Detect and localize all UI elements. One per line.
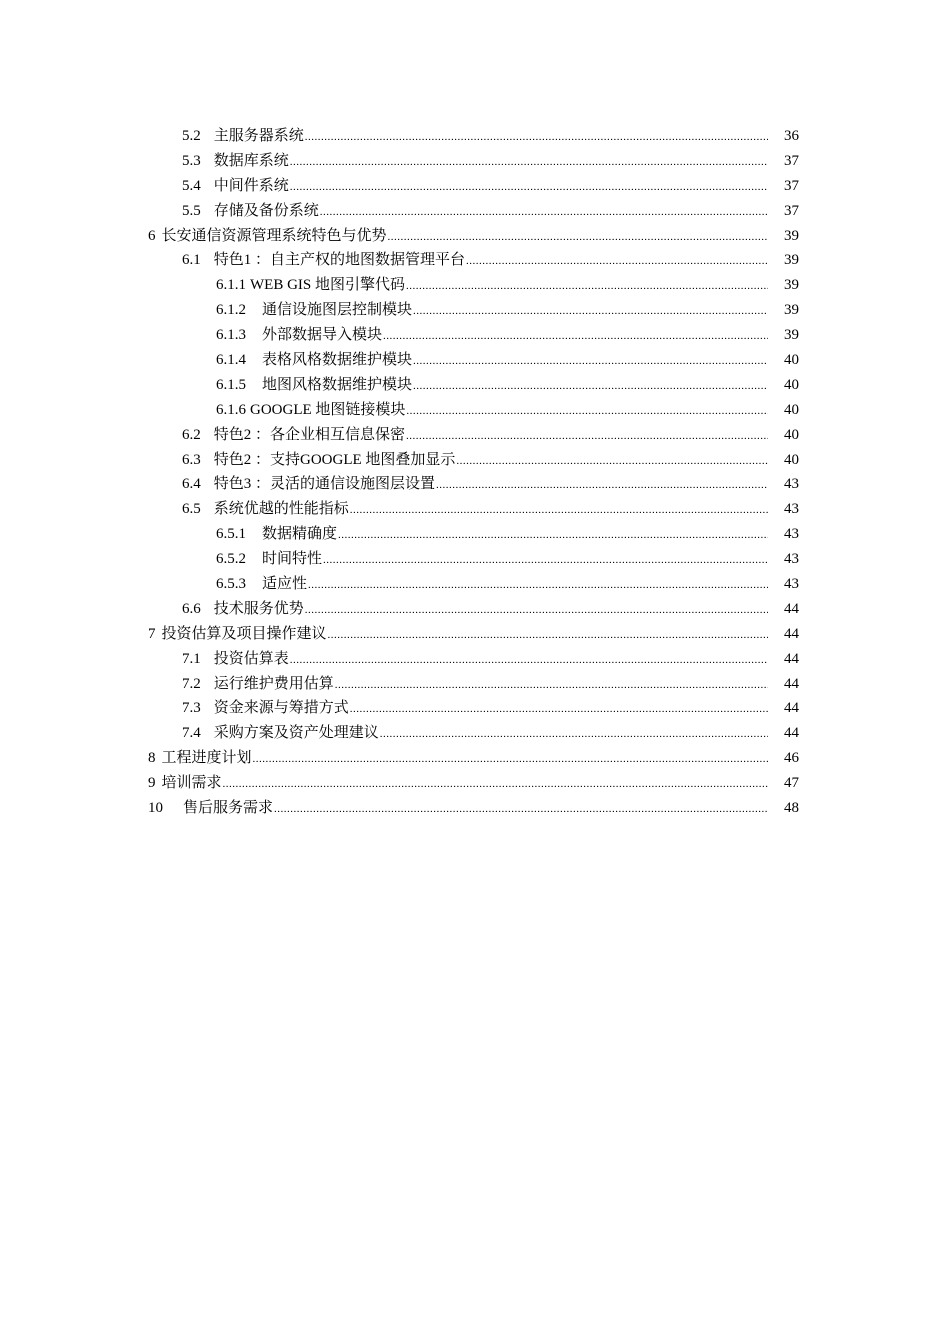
toc-entry-title: 主服务器系统 <box>213 128 304 144</box>
toc-entry-text <box>148 796 768 822</box>
toc-entry-page-number: 43 <box>784 551 799 568</box>
toc-entry[interactable] <box>0 572 950 597</box>
dot-leader <box>290 175 768 200</box>
dot-leader <box>323 548 768 573</box>
toc-entry-title: 外部数据导入模块 <box>262 327 383 344</box>
toc-entry-page-number: 44 <box>784 600 799 617</box>
toc-entry[interactable] <box>0 323 950 348</box>
toc-entry-title: 地图风格数据维护模块 <box>262 376 413 393</box>
toc-entry-page-number: 39 <box>784 277 799 294</box>
toc-entry-text <box>182 199 768 225</box>
toc-entry-title: 存储及备份系统 <box>213 202 319 219</box>
toc-entry-page-number: 48 <box>784 800 799 817</box>
toc-entry-text <box>182 423 768 449</box>
toc-entry-text <box>182 448 768 474</box>
toc-entry-text <box>216 323 768 349</box>
dot-leader <box>406 424 768 449</box>
dot-leader <box>328 623 768 648</box>
dot-leader <box>466 249 768 274</box>
dot-leader <box>350 498 768 523</box>
dot-leader <box>335 673 768 698</box>
toc-entry-number: 6.1 <box>182 252 201 269</box>
toc-entry-number: 7.3 <box>182 700 201 717</box>
toc-entry[interactable] <box>0 199 950 224</box>
dot-leader <box>290 648 768 673</box>
toc-entry-page-number: 43 <box>784 501 799 518</box>
toc-entry-number: 8 <box>148 750 156 767</box>
toc-entry-text <box>182 149 768 175</box>
toc-entry-number: 9 <box>148 775 156 792</box>
toc-entry-page-number: 44 <box>784 625 799 642</box>
toc-entry-text <box>216 273 768 299</box>
toc-entry[interactable] <box>0 348 950 373</box>
toc-entry-page-number: 40 <box>784 376 799 393</box>
toc-entry-text <box>182 696 768 722</box>
dot-leader <box>406 399 768 424</box>
toc-entry-title: 投资估算表 <box>213 650 289 667</box>
dot-leader <box>338 523 768 548</box>
toc-entry-number: 7 <box>148 625 156 642</box>
toc-entry-number: 6.5 <box>182 501 201 518</box>
toc-entry[interactable] <box>0 472 950 497</box>
toc-entry-page-number: 37 <box>784 202 799 219</box>
toc-entry[interactable] <box>0 647 950 672</box>
toc-entry-text <box>216 572 768 598</box>
toc-entry-title: 特色2 ：支持GOOGLE 地图叠加显示 <box>213 451 456 468</box>
toc-entry-title: 时间特性 <box>262 551 323 568</box>
toc-entry-page-number: 47 <box>784 775 799 792</box>
toc-entry-number: 6.5.1 <box>216 526 246 543</box>
toc-entry[interactable] <box>0 696 950 721</box>
toc-entry-number: 5.2 <box>182 128 201 144</box>
toc-entry-text <box>182 174 768 200</box>
toc-entry-page-number: 43 <box>784 476 799 493</box>
toc-entry-title: GOOGLE 地图链接模块 <box>250 401 406 418</box>
toc-entry-page-number: 43 <box>784 576 799 593</box>
toc-entry[interactable] <box>0 597 950 622</box>
toc-entry-page-number: 44 <box>784 725 799 742</box>
toc-entry-number: 5.5 <box>182 202 201 219</box>
toc-entry-title: 系统优越的性能指标 <box>213 501 349 518</box>
toc-entry-number: 6.1.6 <box>216 401 246 418</box>
toc-entry-title: 适应性 <box>262 576 308 593</box>
toc-entry[interactable] <box>0 248 950 273</box>
toc-entry-text <box>148 224 768 250</box>
toc-entry-text <box>182 124 768 150</box>
dot-leader <box>253 747 768 772</box>
toc-entry-page-number: 37 <box>784 177 799 194</box>
toc-entry-title: 数据精确度 <box>262 526 338 543</box>
toc-entry-text <box>216 348 768 374</box>
toc-entry-text <box>182 497 768 523</box>
toc-entry[interactable] <box>0 547 950 572</box>
toc-entry-page-number: 40 <box>784 352 799 369</box>
toc-entry-number: 6.6 <box>182 600 201 617</box>
toc-entry-title: 技术服务优势 <box>213 600 304 617</box>
toc-entry-title: 中间件系统 <box>213 177 289 194</box>
toc-entry-page-number: 39 <box>784 327 799 344</box>
toc-entry-title: 特色1 ：自主产权的地图数据管理平台 <box>213 252 466 269</box>
toc-entry-page-number: 44 <box>784 675 799 692</box>
toc-entry[interactable] <box>0 298 950 323</box>
toc-entry-number: 7.1 <box>182 650 201 667</box>
toc-entry-page-number: 39 <box>784 252 799 269</box>
toc-entry-page-number: 39 <box>784 302 799 319</box>
toc-entry-number: 6.1.3 <box>216 327 246 344</box>
toc-entry-title: 数据库系统 <box>213 152 289 169</box>
toc-entry[interactable] <box>0 497 950 522</box>
toc-entry[interactable] <box>0 522 950 547</box>
toc-entry-text <box>216 373 768 399</box>
dot-leader <box>388 225 768 250</box>
toc-entry[interactable] <box>0 174 950 199</box>
toc-entry-number: 6.5.3 <box>216 576 246 593</box>
toc-entry-number: 6.5.2 <box>216 551 246 568</box>
toc-entry-title: 售后服务需求 <box>183 800 274 817</box>
toc-entry-number: 7.4 <box>182 725 201 742</box>
toc-entry-text <box>182 472 768 498</box>
toc-entry-title: 表格风格数据维护模块 <box>262 352 413 369</box>
table-of-contents <box>0 124 950 821</box>
toc-entry-number: 6.1.5 <box>216 376 246 393</box>
toc-entry-number: 6.1.1 <box>216 277 246 294</box>
dot-leader <box>305 125 768 150</box>
toc-entry-number: 6 <box>148 227 156 244</box>
toc-entry-page-number: 37 <box>784 152 799 169</box>
toc-entry[interactable] <box>0 622 950 647</box>
toc-entry-page-number: 39 <box>784 227 799 244</box>
toc-entry[interactable] <box>0 423 950 448</box>
toc-entry-number: 6.3 <box>182 451 201 468</box>
toc-entry-page-number: 46 <box>784 750 799 767</box>
toc-entry-number: 5.3 <box>182 152 201 169</box>
toc-entry-page-number: 40 <box>784 401 799 418</box>
toc-entry-text <box>216 398 768 424</box>
toc-entry-number: 6.2 <box>182 426 201 443</box>
toc-entry-page-number: 44 <box>784 650 799 667</box>
toc-entry[interactable] <box>0 672 950 697</box>
dot-leader <box>456 449 768 474</box>
toc-entry[interactable] <box>0 124 950 149</box>
toc-entry[interactable] <box>0 149 950 174</box>
toc-entry-text <box>182 721 768 747</box>
toc-entry-text <box>182 647 768 673</box>
toc-entry-text <box>148 746 768 772</box>
dot-leader <box>350 697 768 722</box>
dot-leader <box>308 573 768 598</box>
toc-entry-title: 工程进度计划 <box>161 750 252 767</box>
toc-entry-number: 7.2 <box>182 675 201 692</box>
dot-leader <box>320 200 768 225</box>
toc-entry-text <box>182 248 768 274</box>
toc-entry[interactable] <box>0 273 950 298</box>
toc-entry-text <box>216 522 768 548</box>
toc-entry-text <box>182 672 768 698</box>
dot-leader <box>305 598 768 623</box>
dot-leader <box>290 150 768 175</box>
dot-leader <box>223 772 768 797</box>
toc-entry-page-number: 40 <box>784 426 799 443</box>
toc-entry[interactable] <box>0 373 950 398</box>
dot-leader <box>413 374 768 399</box>
toc-entry-text <box>182 597 768 623</box>
toc-entry-page-number: 40 <box>784 451 799 468</box>
toc-entry-page-number: 43 <box>784 526 799 543</box>
toc-entry-title: 特色2 ：各企业相互信息保密 <box>213 426 406 443</box>
toc-entry[interactable] <box>0 721 950 746</box>
toc-entry[interactable] <box>0 746 950 771</box>
toc-entry-title: 投资估算及项目操作建议 <box>161 625 327 642</box>
toc-entry-text <box>148 622 768 648</box>
toc-entry-number: 10 <box>148 800 163 817</box>
toc-entry-number: 5.4 <box>182 177 201 194</box>
toc-entry-title: WEB GIS 地图引擎代码 <box>250 277 405 294</box>
toc-entry-page-number: 36 <box>784 128 799 144</box>
toc-entry-title: 长安通信资源管理系统特色与优势 <box>161 227 387 244</box>
toc-entry[interactable] <box>0 448 950 473</box>
toc-entry[interactable] <box>0 398 950 423</box>
toc-entry-text <box>216 298 768 324</box>
toc-entry-title: 资金来源与筹措方式 <box>213 700 349 717</box>
toc-entry-text <box>216 547 768 573</box>
toc-entry[interactable] <box>0 796 950 821</box>
dot-leader <box>413 349 768 374</box>
toc-entry-title: 运行维护费用估算 <box>213 675 334 692</box>
toc-entry-title: 特色3 ：灵活的通信设施图层设置 <box>213 476 436 493</box>
toc-entry-title: 培训需求 <box>161 775 222 792</box>
dot-leader <box>406 274 768 299</box>
toc-entry-number: 6.1.2 <box>216 302 246 319</box>
dot-leader <box>383 324 768 349</box>
toc-entry[interactable] <box>0 224 950 249</box>
toc-entry-page-number: 44 <box>784 700 799 717</box>
toc-entry-number: 6.1.4 <box>216 352 246 369</box>
toc-entry-text <box>148 771 768 797</box>
dot-leader <box>380 722 768 747</box>
toc-entry-title: 通信设施图层控制模块 <box>262 302 413 319</box>
toc-entry-number: 6.4 <box>182 476 201 493</box>
dot-leader <box>413 299 768 324</box>
dot-leader <box>274 797 768 822</box>
dot-leader <box>436 473 768 498</box>
toc-entry[interactable] <box>0 771 950 796</box>
toc-entry-title: 采购方案及资产处理建议 <box>213 725 379 742</box>
